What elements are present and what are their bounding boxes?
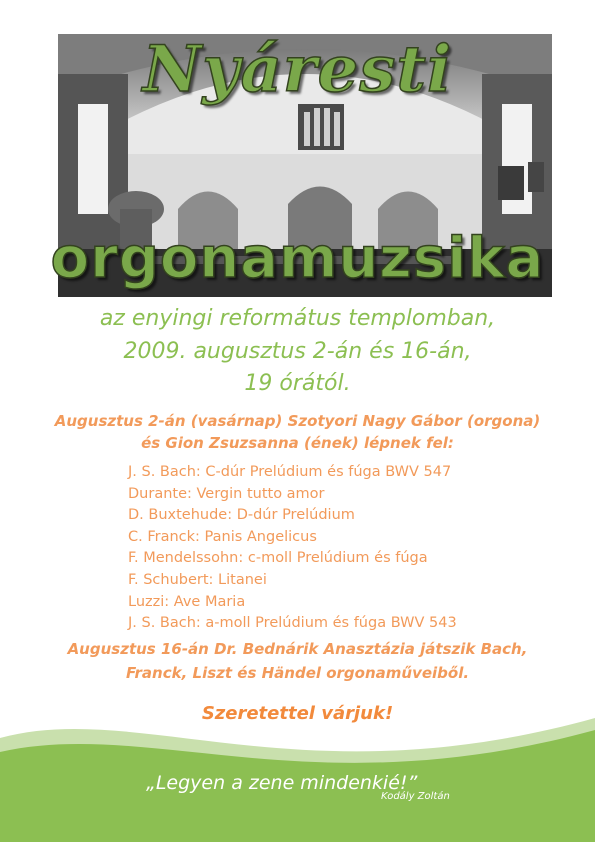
concert-2-line-2: Franck, Liszt és Händel orgonaműveiből.	[125, 664, 470, 682]
concert-2-line-1: Augusztus 16-án Dr. Bednárik Anasztázia játszik Bach,	[67, 640, 528, 658]
welcome-text: Szeretettel várjuk!	[201, 703, 394, 724]
green-wave-footer	[0, 700, 595, 842]
program-list	[128, 462, 457, 635]
program-item: Durante: Vergin tutto amor	[128, 485, 325, 502]
program-item: J. S. Bach: C-dúr Prelúdium és fúga BWV 547	[128, 464, 452, 480]
concert-1-line-2: és Gion Zsuzsanna (ének) lépnek fel:	[141, 434, 454, 452]
program-item: F. Mendelssohn: c-moll Prelúdium és fúga	[128, 550, 428, 567]
concert-1-line-1: Augusztus 2-án (vasárnap) Szotyori Nagy Gábor (orgona)	[54, 412, 541, 430]
subtitle-date: 2009. augusztus 2-án és 16-án,	[123, 339, 472, 364]
title-line-1: Nyáresti	[142, 32, 453, 107]
subtitle-venue: az enyingi református templomban,	[99, 306, 496, 331]
program-item: J. S. Bach: a-moll Prelúdium és fúga BWV 543	[128, 615, 457, 632]
program-item: Luzzi: Ave Maria	[128, 593, 246, 610]
subtitle-time: 19 órától.	[244, 371, 351, 396]
quote-author: Kodály Zoltán	[381, 791, 450, 802]
program-item: D. Buxtehude: D-dúr Prelúdium	[128, 507, 355, 524]
program-item: F. Schubert: Litanei	[128, 571, 267, 588]
program-item: C. Franck: Panis Angelicus	[128, 528, 317, 545]
footer-quote: „Legyen a zene mindenkié!”	[146, 772, 418, 794]
title-line-2: orgonamuzsika	[50, 226, 545, 291]
